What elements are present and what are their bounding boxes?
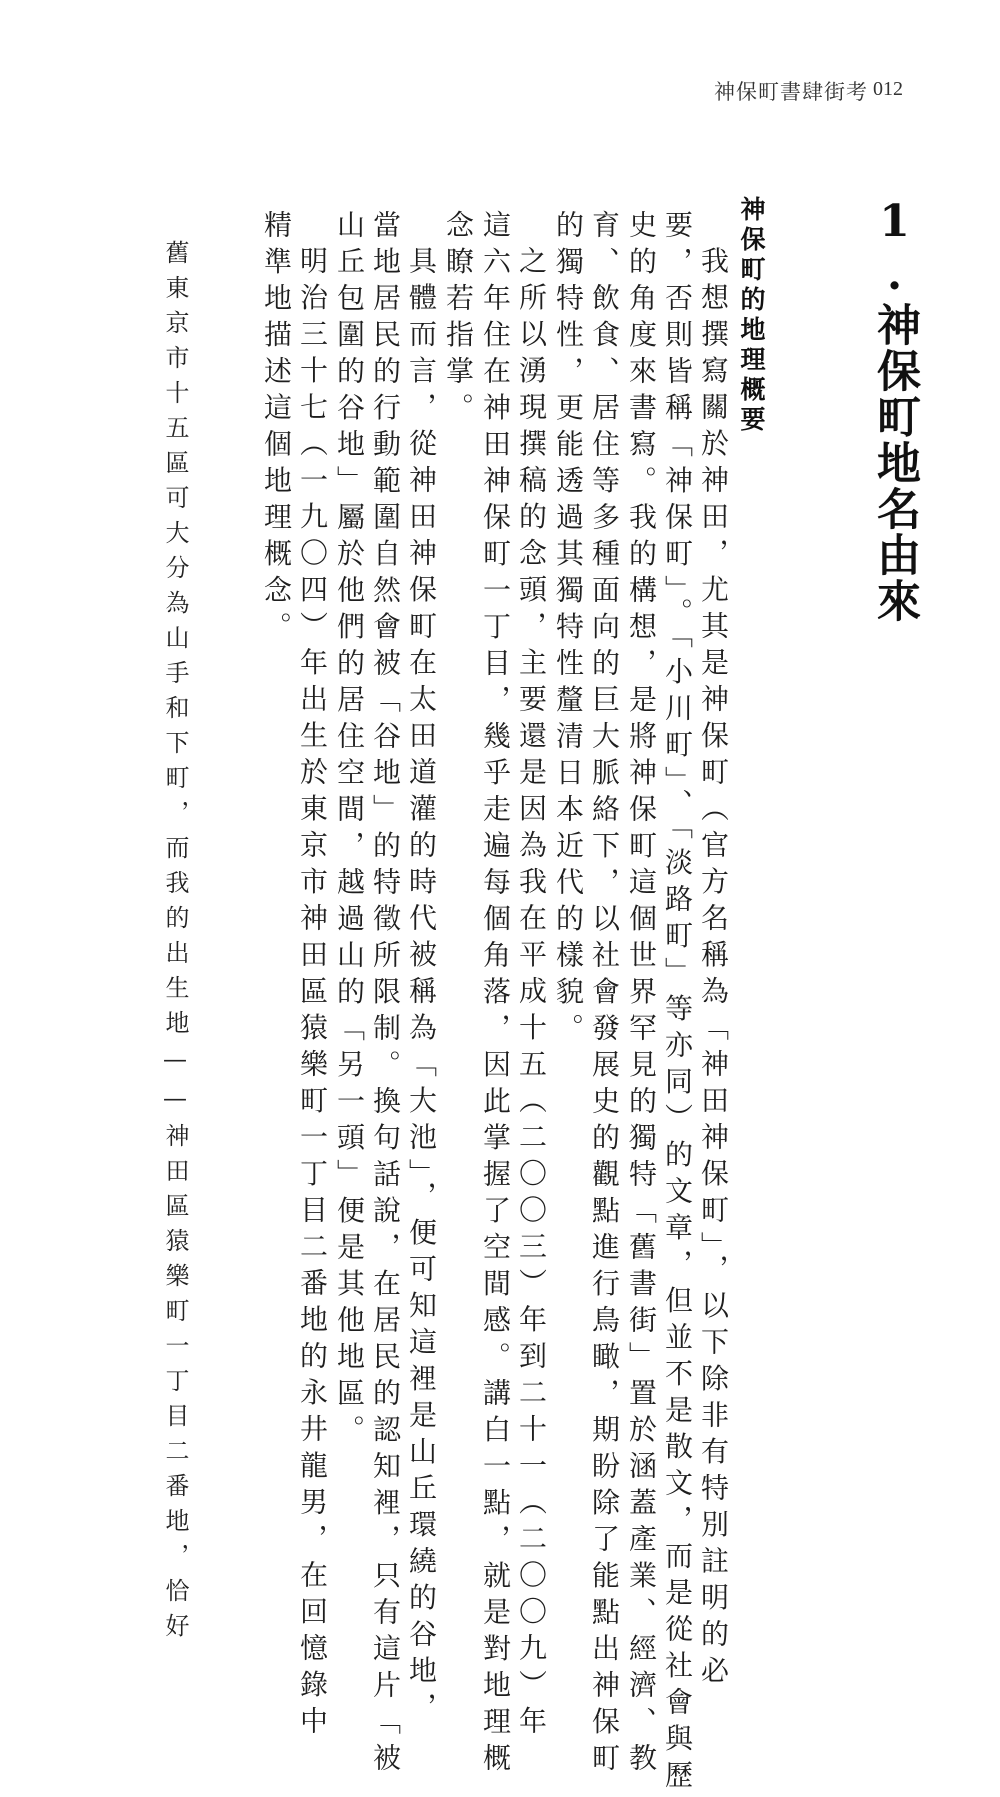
section-heading: 神保町的地理概要: [737, 196, 766, 436]
paragraph-1-line-5: 的獨特性，更能透過其獨特性釐清日本近代的樣貌。: [552, 210, 585, 1050]
block-quote: 舊東京市十五區可大分為山手和下町，而我的出生地——神田區猿樂町一丁目二番地，恰好: [161, 240, 189, 1648]
paragraph-1-line-2: 要，否則皆稱「神保町」。「小川町」、「淡路町」等亦同）的文章，但並不是散文，而是從社會與歷: [661, 210, 694, 1797]
paragraph-3-line-2: 當地居民的行動範圍自然會被「谷地」的特徵所限制。換句話說，在居民的認知裡，只有這片「被: [369, 210, 402, 1780]
paragraph-2-line-2: 這六年住在神田神保町一丁目，幾乎走遍每個角落，因此掌握了空間感。講白一點，就是對地理概: [479, 210, 512, 1780]
chapter-title: 1.神保町地名由來: [869, 196, 920, 624]
paragraph-1-line-4: 育、飲食、居住等多種面向的巨大脈絡下，以社會發展史的觀點進行鳥瞰，期盼除了能點出神保町: [588, 210, 621, 1780]
running-title: 神保町書肆街考: [714, 80, 868, 104]
paragraph-4-line-1: 明治三十七（一九〇四）年出生於東京市神田區猿樂町一丁目二番地的永井龍男，在回憶錄中: [296, 246, 329, 1743]
paragraph-2-line-1: 之所以湧現撰稿的念頭，主要還是因為我在平成十五（二〇〇三）年到二十一（二〇〇九）年: [515, 246, 548, 1743]
paragraph-1-line-1: 我想撰寫關於神田，尤其是神保町（官方名稱為「神田神保町」，以下除非有特別註明的必: [697, 246, 730, 1692]
paragraph-3-line-1: 具體而言，從神田神保町在太田道灌的時代被稱為「大池」，便可知這裡是山丘環繞的谷地，: [405, 246, 438, 1729]
paragraph-1-line-3: 史的角度來書寫。我的構想，是將神保町這個世界罕見的獨特「舊書街」置於涵蓋產業、經濟、教: [625, 210, 658, 1780]
page-number: 012: [873, 78, 903, 100]
paragraph-2-line-3: 念瞭若指掌。: [442, 210, 475, 429]
paragraph-3-line-3: 山丘包圍的谷地」屬於他們的居住空間，越過山的「另一頭」便是其他地區。: [333, 210, 366, 1451]
paragraph-4-line-2: 精準地描述這個地理概念。: [260, 210, 293, 648]
